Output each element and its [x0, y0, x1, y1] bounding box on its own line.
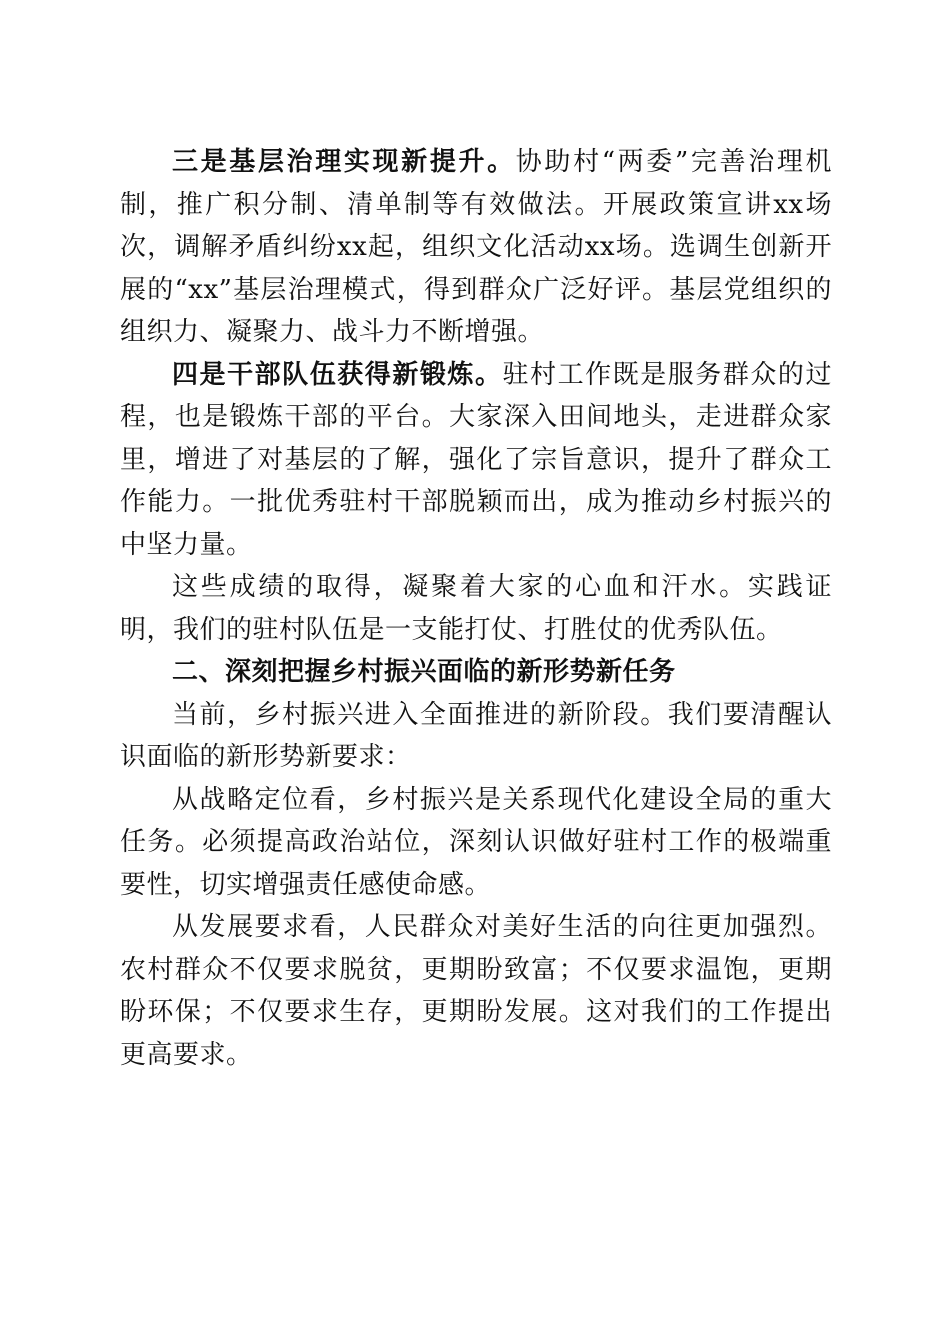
paragraph-strategic-positioning: 从战略定位看，乡村振兴是关系现代化建设全局的重大任务。必须提高政治站位，深刻认识做好驻村工作的极端重要性，切实增强责任感使命感。 [120, 784, 832, 900]
paragraph-development-requirements: 从发展要求看，人民群众对美好生活的向往更加强烈。农村群众不仅要求脱贫，更期盼致富；不仅要求温饱，更期盼环保；不仅要求生存，更期盼发展。这对我们的工作提出更高要求。 [120, 912, 832, 1070]
paragraph-cadre-training [120, 354, 832, 567]
paragraph-current-stage: 当前，乡村振兴进入全面推进的新阶段。我们要清醒认识面临的新形势新要求： [120, 699, 832, 772]
paragraph-governance [120, 141, 832, 354]
section-heading: 二、深刻把握乡村振兴面临的新形势新任务 [172, 657, 676, 687]
paragraph-text: 协助村“两委”完善治理机制，推广积分制、清单制等有效做法。开展政策宣讲xx场次，调解矛盾纠纷xx起，组织文化活动xx场。选调生创新开展的“xx”基层治理模式，得到群众广泛好评。基层党组织的组织力、凝聚力、战斗力不断增强。 [120, 147, 832, 347]
paragraph-text: 驻村工作既是服务群众的过程，也是锻炼干部的平台。大家深入田间地头，走进群众家里，增进了对基层的了解，强化了宗旨意识，提升了群众工作能力。一批优秀驻村干部脱颖而出，成为推动乡村振兴的中坚力量。 [120, 359, 832, 560]
paragraph-summary [120, 566, 832, 651]
document-page [120, 141, 832, 1076]
paragraph-text: 这些成绩的取得，凝聚着大家的心血和汗水。实践证明，我们的驻村队伍是一支能打仗、打胜仗的优秀队伍。 [120, 572, 832, 645]
paragraph-lead: 四是干部队伍获得新锻炼。 [172, 359, 503, 390]
paragraph-lead: 三是基层治理实现新提升。 [172, 147, 516, 177]
